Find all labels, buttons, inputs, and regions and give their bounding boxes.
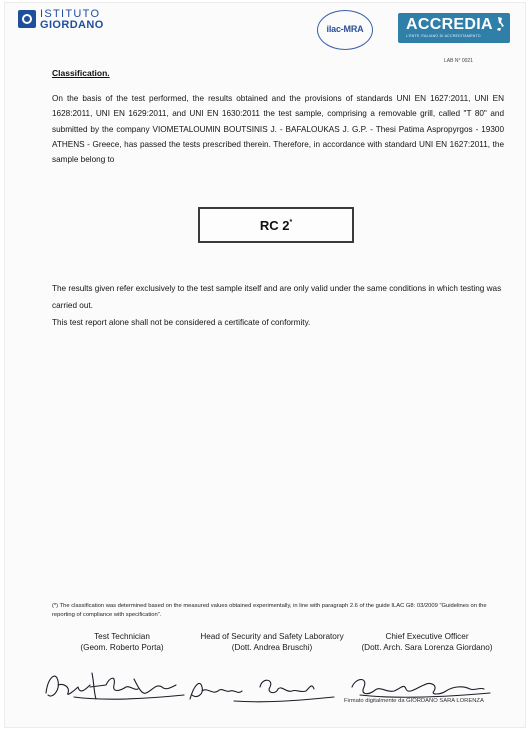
handwritten-signatures [34,665,514,711]
ilac-logo-text: ilac-MRA [326,24,364,34]
test-report-page [4,2,526,728]
istituto-mark-icon [18,10,36,28]
signatory-role: Test Technician [94,632,150,641]
istituto-logo-line1: ISTITUTO [40,8,101,20]
report-note: This test report alone shall not be considered a certificate of conformity. [52,318,311,327]
section-heading: Classification. [52,68,110,78]
results-note: The results given refer exclusively to the test sample itself and are only valid under the same conditions in which testing was carried out. [52,284,502,310]
signature-ceo [352,680,490,698]
accredia-logo-subtitle: L'ENTE ITALIANO DI ACCREDITAMENTO [406,34,481,38]
classification-mark: * [289,219,293,226]
signatory-name: (Dott. Andrea Bruschi) [231,643,313,653]
signatory-role: Head of Security and Safety Laboratory [200,632,344,641]
classification-value-wrap [200,218,352,233]
signature-technician [46,673,184,699]
signatory-head-of-lab [194,631,350,654]
signature-head-of-lab [190,680,334,702]
digital-signature-note: Firmato digitalmente da GIORDANO SARA LORENZA [344,698,484,704]
ilac-mra-logo [317,10,373,50]
italy-outline-icon [496,17,505,31]
signatory-ceo [350,631,504,654]
lab-number: LAB N° 0021 [444,58,473,64]
istituto-logo-line2: GIORDANO [40,19,104,31]
signatory-name: (Dott. Arch. Sara Lorenza Giordano) [361,643,493,653]
footnote: (*) The classification was determined based on the measured values obtained experimentally, in line with paragraph 2.6 of the guide ILAC G8: 03/2009 "Guidelines on the reporting of compliance with specification". [52,603,487,618]
signatory-name: (Geom. Roberto Porta) [80,643,164,653]
signatory-role: Chief Executive Officer [385,632,469,641]
classification-box [198,207,354,243]
signatory-test-technician [56,631,188,654]
istituto-giordano-logo [18,8,158,38]
notes-block [52,280,504,331]
accredia-logo [398,13,510,43]
accredia-logo-name: ACCREDIA [406,16,493,33]
classification-value: RC 2 [259,218,290,233]
classification-paragraph: On the basis of the test performed, the results obtained and the provisions of standards UNI EN 1627:2011, UNI EN 1628:2011, UNI EN 1629:2011, and UNI EN 1630:2011 the test sample, comprising a removable grill, called "T 80" and submitted by the company VIOMETALOUMIN BOUTSINIS J. - BAFALOUKAS J. G.P. - Thesi Patima Aspropyrgos - 19300 ATHENS - Greece, has passed the tests prescribed therein. Therefore, in accordance with standard UNI EN 1627:2011, the sample belong to [52,94,504,165]
